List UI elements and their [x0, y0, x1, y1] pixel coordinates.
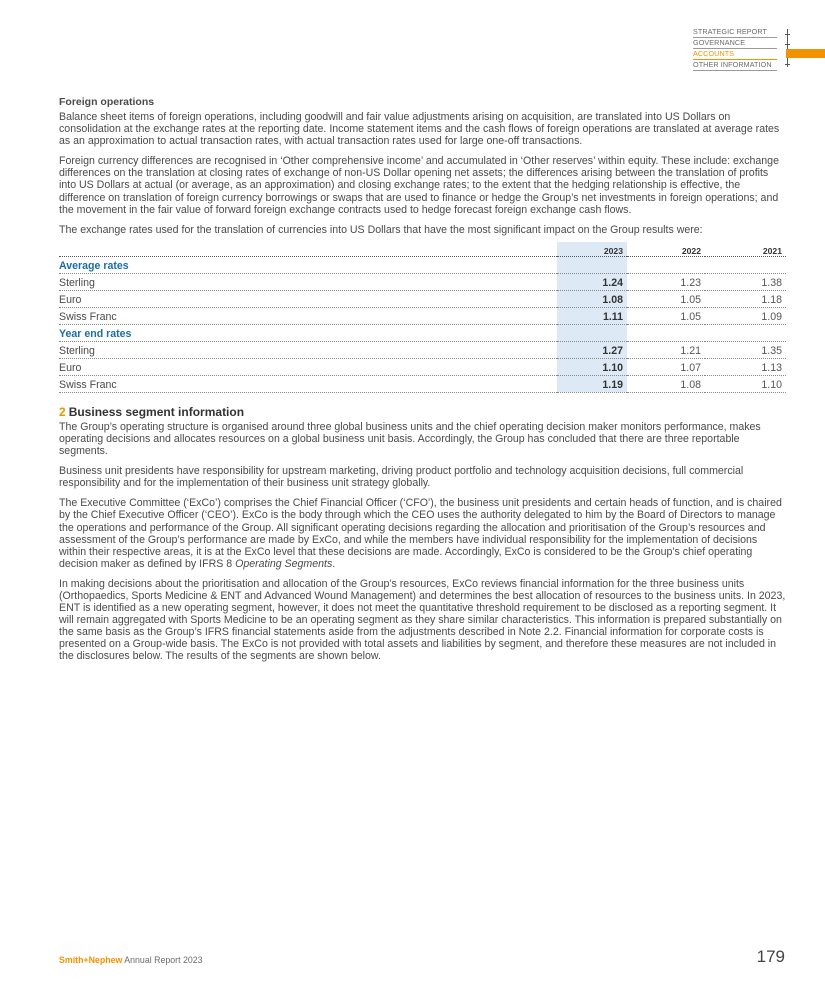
year-header: 2022 [627, 242, 705, 257]
rate-value: 1.10 [705, 375, 786, 392]
nav-strategic-report[interactable]: STRATEGIC REPORT [693, 27, 777, 38]
currency-label: Sterling [59, 273, 557, 290]
currency-label: Sterling [59, 341, 557, 358]
table-row [59, 375, 786, 392]
rate-value: 1.27 [557, 341, 627, 358]
rate-value: 1.08 [627, 375, 705, 392]
table-header-row [59, 242, 786, 257]
nav-accounts[interactable]: ACCOUNTS [693, 49, 777, 60]
paragraph: Foreign currency differences are recognised in ‘Other comprehensive income’ and accumulated in ‘Other reserves’ within equity. These include: exchange differences on the translation at closing rates of exchange of non-US Dollar opening net assets; the differences arising between the translation of profits into US Dollars at actual (or average, as an approximation) and closing exchange rates; to the extent that the hedging relationship is effective, the difference on translation of foreign currency borrowings or swaps that are used to finance or hedge the Group’s net investments in foreign operations; and the movement in the fair value of forward foreign exchange contracts used to hedge forecast foreign exchange cash flows. [59, 155, 779, 216]
section-navigation [693, 27, 825, 71]
nav-tick [785, 34, 790, 35]
table-row [59, 273, 786, 290]
paragraph-text: The Executive Committee (‘ExCo’) comprises the Chief Financial Officer (‘CFO’), the business unit presidents and certain heads of function, and is chaired by the Chief Executive Officer (‘CEO’). ExCo is the body through which the CEO uses the authority delegated to him by the Board of Directors to manage the operations and performance of the Group. All significant operating decisions regarding the allocation and prioritisation of the Group’s resources and assessment of the Group’s performance are made by ExCo, and while the members have individual responsibility for the implementation of decisions within their respective areas, it is at the ExCo level that these decisions are made. Accordingly, ExCo is considered to be the Group’s chief operating decision maker as defined by IFRS 8 [59, 497, 782, 570]
year-header: 2023 [557, 242, 627, 257]
italic-term: Operating Segments [235, 557, 333, 570]
paragraph: The exchange rates used for the translation of currencies into US Dollars that have the most significant impact on the Group results were: [59, 223, 703, 236]
paragraph: The Group’s operating structure is organised around three global business units and the chief operating decision maker monitors performance, makes operating decisions and allocates resources on a global business unit basis. Accordingly, the Group has concluded that there are three reportable segments. [59, 420, 761, 458]
rate-value: 1.23 [627, 273, 705, 290]
rate-value: 1.18 [705, 290, 786, 307]
section-row [59, 324, 786, 341]
rate-value: 1.11 [557, 307, 627, 324]
rate-value: 1.05 [627, 290, 705, 307]
table-row [59, 358, 786, 375]
currency-label: Swiss Franc [59, 375, 557, 392]
paragraph [59, 497, 786, 570]
table-row [59, 307, 786, 324]
exchange-rates-table [59, 242, 786, 393]
year-end-rates-label: Year end rates [59, 324, 557, 341]
rate-value: 1.13 [705, 358, 786, 375]
nav-tick [785, 64, 790, 65]
main-content [59, 96, 786, 671]
nav-tick [785, 44, 790, 45]
section-number: 2 [59, 404, 66, 419]
paragraph-end: . [332, 557, 336, 570]
paragraph: Balance sheet items of foreign operations, including goodwill and fair value adjustments arising on acquisition, are translated into US Dollars on consolidation at the exchange rates at the reporting date. Income statement items and the cash flows of foreign operations are translated at average rates as an approximation to actual transaction rates, with actual transaction rates used for large one-off transactions. [59, 111, 780, 148]
paragraph: In making decisions about the prioritisation and allocation of the Group’s resources, ExCo reviews financial information for the three business units (Orthopaedics, Sports Medicine & ENT and Advanced Wound Management) and determines the best allocation of resources to the business units. In 2023, ENT is identified as a new operating segment, however, it does not meet the quantitative threshold requirement to be disclosed as a reporting segment. It will remain aggregated with Sports Medicine to be an operating segment as they share similar characteristics. This information is prepared substantially on the same basis as the Group’s IFRS financial statements aside from the adjustments described in Note 2.2. Financial information for corporate costs is presented on a Group-wide basis. The ExCo is not provided with total assets and liabilities by segment, and therefore these measures are not included in the disclosures below. The results of the segments are shown below. [59, 577, 786, 663]
currency-label: Euro [59, 290, 557, 307]
section-title: Business segment information [68, 404, 245, 419]
rate-value: 1.10 [557, 358, 627, 375]
header-blank [59, 242, 557, 257]
currency-label: Euro [59, 358, 557, 375]
rate-value: 1.24 [557, 273, 627, 290]
paragraph: Business unit presidents have responsibility for upstream marketing, driving product portfolio and technology acquisition decisions, full commercial responsibility and for the implementation of their business unit strategy globally. [59, 465, 744, 490]
page-number: 179 [756, 947, 785, 966]
table-row [59, 290, 786, 307]
section-row [59, 256, 786, 273]
rate-value: 1.08 [557, 290, 627, 307]
average-rates-label: Average rates [59, 256, 557, 273]
currency-label: Swiss Franc [59, 307, 557, 324]
brand-name: Smith+Nephew [59, 955, 123, 965]
nav-other-information[interactable]: OTHER INFORMATION [693, 60, 777, 71]
rate-value: 1.05 [627, 307, 705, 324]
foreign-operations-heading: Foreign operations [59, 96, 155, 108]
footer [59, 955, 203, 965]
nav-governance[interactable]: GOVERNANCE [693, 38, 777, 49]
rate-value: 1.38 [705, 273, 786, 290]
rate-value: 1.21 [627, 341, 705, 358]
active-section-tab [786, 49, 825, 58]
table-row [59, 341, 786, 358]
rate-value: 1.19 [557, 375, 627, 392]
segment-heading [59, 405, 786, 419]
rate-value: 1.07 [627, 358, 705, 375]
rate-value: 1.09 [705, 307, 786, 324]
year-header: 2021 [705, 242, 786, 257]
rate-value: 1.35 [705, 341, 786, 358]
report-title: Annual Report 2023 [124, 955, 203, 965]
